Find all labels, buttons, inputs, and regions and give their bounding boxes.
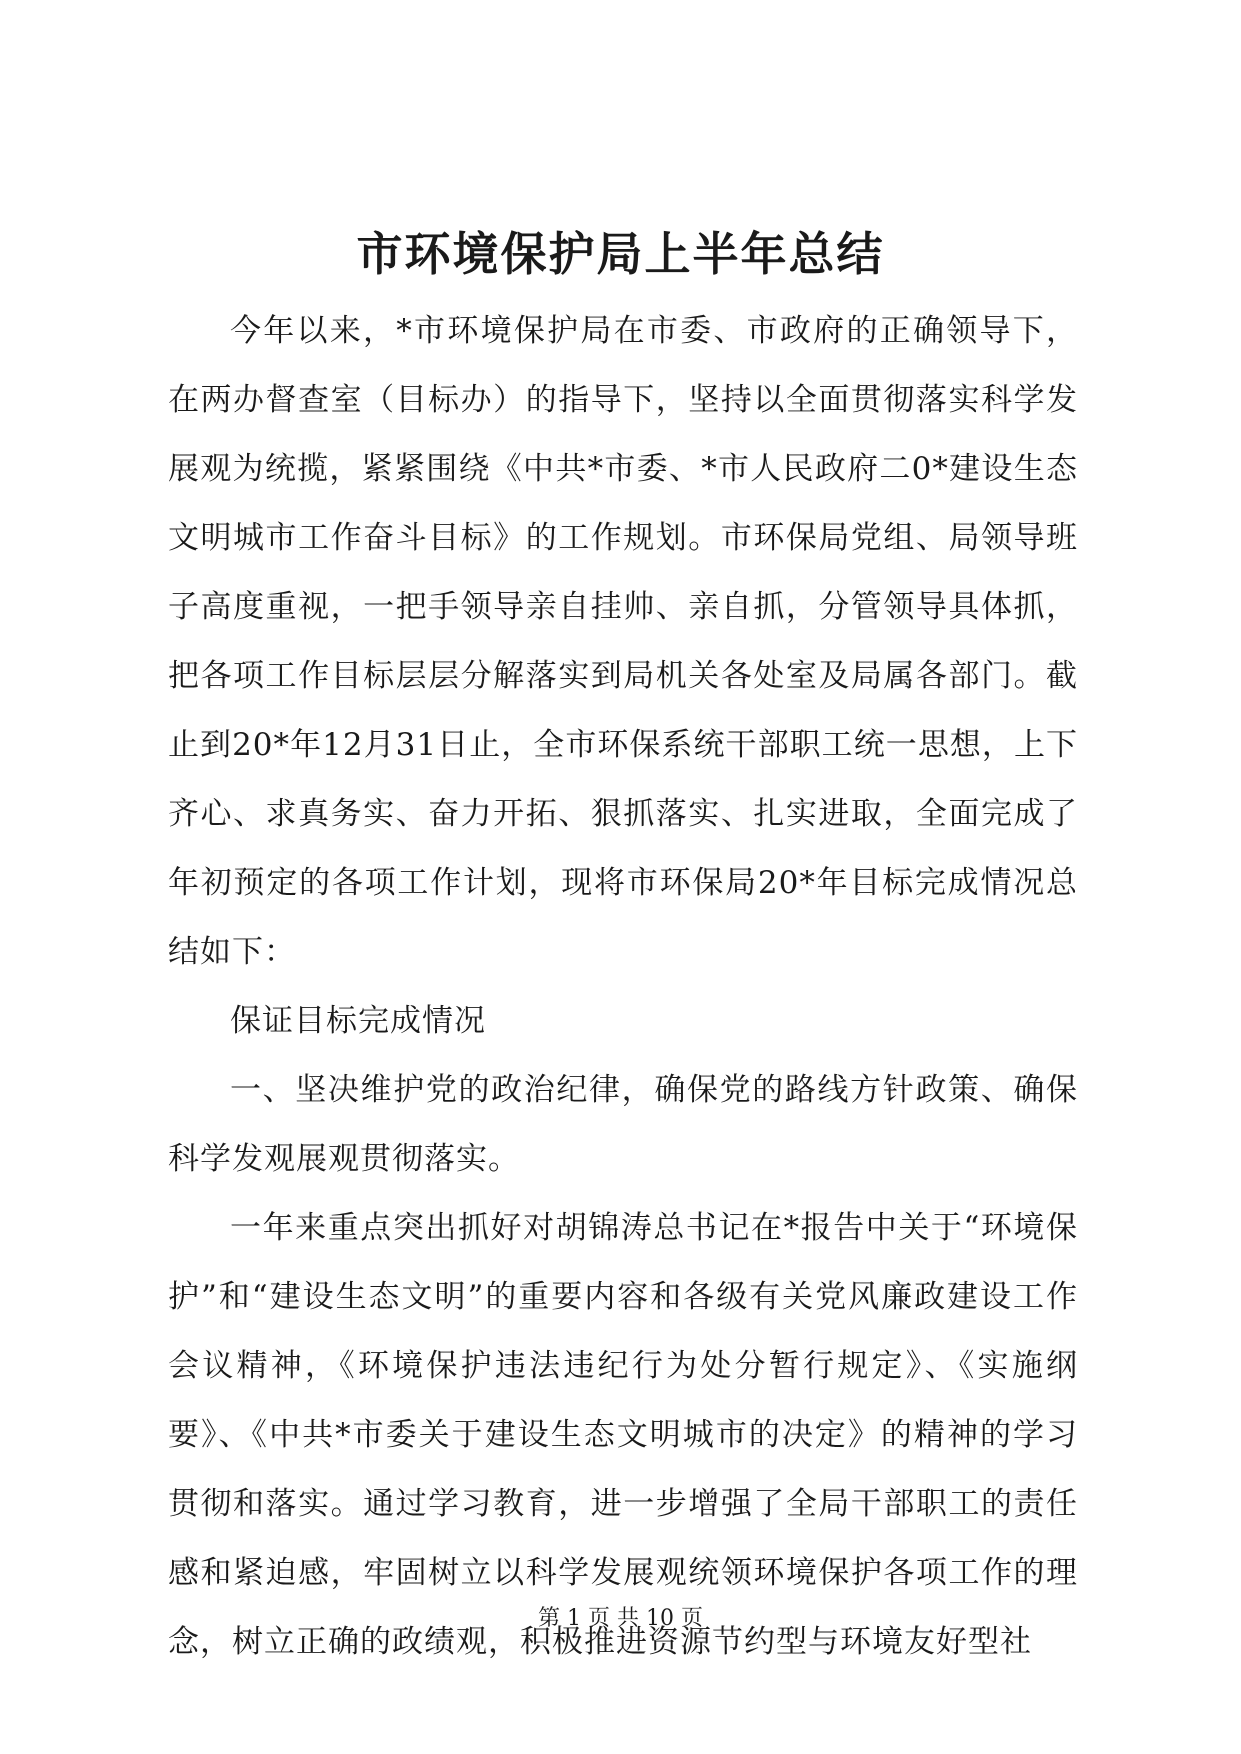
paragraph-item-one: 一、坚决维护党的政治纪律，确保党的路线方针政策、确保科学发观展观贯彻落实。 <box>168 1072 1078 1177</box>
document-title: 市环境保护局上半年总结 <box>356 227 885 281</box>
paragraph-intro: 今年以来，*市环境保护局在市委、市政府的正确领导下，在两办督查室（目标办）的指导下，坚持以全面贯彻落实科学发展观为统揽，紧紧围绕《中共*市委、*市人民政府二0*建设生态文明城市工作奋斗目标》的工作规划。市环保局党组、局领导班子高度重视，一把手领导亲自挂帅、亲自抓，分管领导具体抓，把各项工作目标层层分解落实到局机关各处室及局属各部门。截止到20*年12月31日止，全市环保系统干部职工统一思想，上下齐心、求真务实、奋力开拓、狠抓落实、扎实进取，全面完成了年初预定的各项工作计划，现将市环保局20*年目标完成情况总结如下： <box>168 313 1078 970</box>
page-number-footer: 第 1 页 共 10 页 <box>538 1606 703 1631</box>
paragraph-detail: 一年来重点突出抓好对胡锦涛总书记在*报告中关于“环境保护”和“建设生态文明”的重要内容和各级有关党风廉政建设工作会议精神，《环境保护违法违纪行为处分暂行规定》、《实施纲要》、《中共*市委关于建设生态文明城市的决定》的精神的学习贯彻和落实。通过学习教育，进一步增强了全局干部职工的责任感和紧迫感，牢固树立以科学发展观统领环境保护各项工作的理念，树立正确的政绩观，积极推进资源节约型与环境友好型社 <box>168 1210 1078 1660</box>
paragraph-section-heading: 保证目标完成情况 <box>230 1003 486 1039</box>
document-body <box>168 297 1078 1677</box>
